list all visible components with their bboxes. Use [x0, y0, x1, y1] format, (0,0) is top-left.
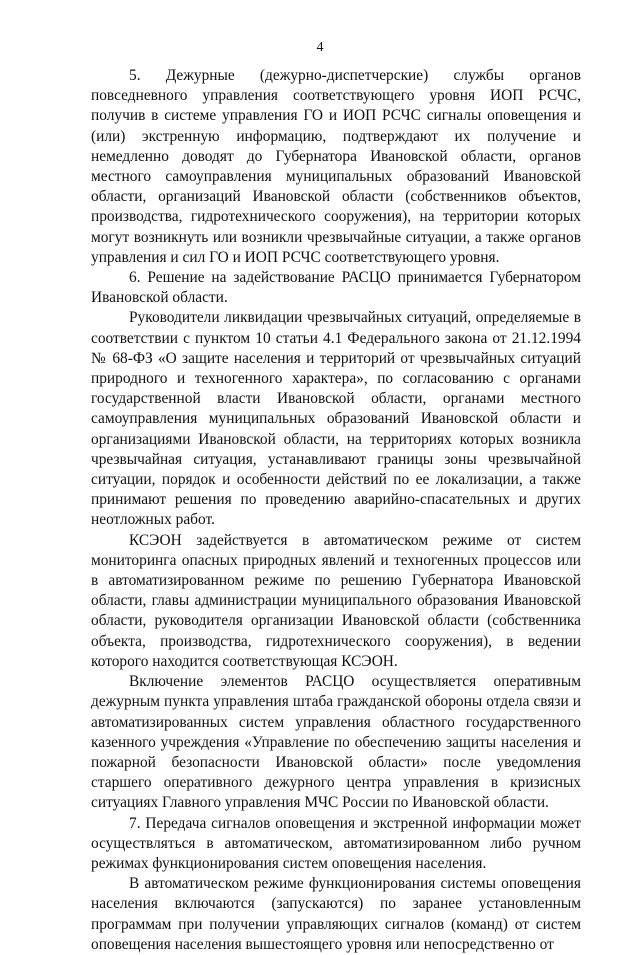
page-number: 4	[316, 40, 324, 55]
paragraph-item-5-duty-services: 5. Дежурные (дежурно-диспетчерские) службы органов повседневного управления соответствующего уровня ИОП РСЧС, получив в системе управления ГО и ИОП РСЧС сигналы оповещения и (или) экстренную информацию, подтверждают их получение и немедленно доводят до Губернатора Ивановской области, органов местного самоуправления муниципальных образований Ивановской области, организаций Ивановской области (собственников объектов, производства, гидротехнического сооружения), на территории которых могут возникнуть или возникли чрезвычайные ситуации, а также органов управления и сил ГО и ИОП РСЧС соответствующего уровня.	[91, 67, 581, 266]
paragraph-automatic-mode: В автоматическом режиме функционирования системы оповещения населения включаются (запускаются) по заранее установленным программам при получении управляющих сигналов (команд) от систем оповещения населения вышестоящего уровня или непосредственно от	[91, 875, 581, 953]
paragraph-rasco-elements-activation: Включение элементов РАСЦО осуществляется оперативным дежурным пункта управления штаба гражданской обороны отдела связи и автоматизированных систем управления областного государственного казенного учреждения «Управление по обеспечению защиты населения и пожарной безопасности Ивановской области» после уведомления старшего оперативного дежурного центра управления в кризисных ситуациях Главного управления МЧС России по Ивановской области.	[91, 673, 581, 812]
paragraph-item-6-rasco-decision: 6. Решение на задействование РАСЦО принимается Губернатором Ивановской области.	[91, 269, 581, 307]
paragraph-item-7-signal-transmission: 7. Передача сигналов оповещения и экстренной информации может осуществляться в автоматическом, автоматизированном либо ручном режимах функционирования систем оповещения населения.	[91, 814, 581, 872]
document-body	[91, 66, 581, 955]
paragraph-emergency-leaders: Руководители ликвидации чрезвычайных ситуаций, определяемые в соответствии с пунктом 10 статьи 4.1 Федерального закона от 21.12.1994 № 68-ФЗ «О защите населения и территорий от чрезвычайных ситуаций природного и техногенного характера», по согласованию с органами государственной власти Ивановской области, органами местного самоуправления муниципальных образований Ивановской области и организациями Ивановской области, на территориях которых возникла чрезвычайная ситуация, устанавливают границы зоны чрезвычайной ситуации, порядок и особенности действий по ее локализации, а также принимают решения по проведению аварийно-спасательных и других неотложных работ.	[91, 309, 581, 529]
paragraph-kseon-activation: КСЭОН задействуется в автоматическом режиме от систем мониторинга опасных природных явлений и техногенных процессов или в автоматизированном режиме по решению Губернатора Ивановской области, главы администрации муниципального образования Ивановской области, руководителя организации Ивановской области (собственника объекта, производства, гидротехнического сооружения), в ведении которого находится соответствующая КСЭОН.	[91, 531, 581, 670]
